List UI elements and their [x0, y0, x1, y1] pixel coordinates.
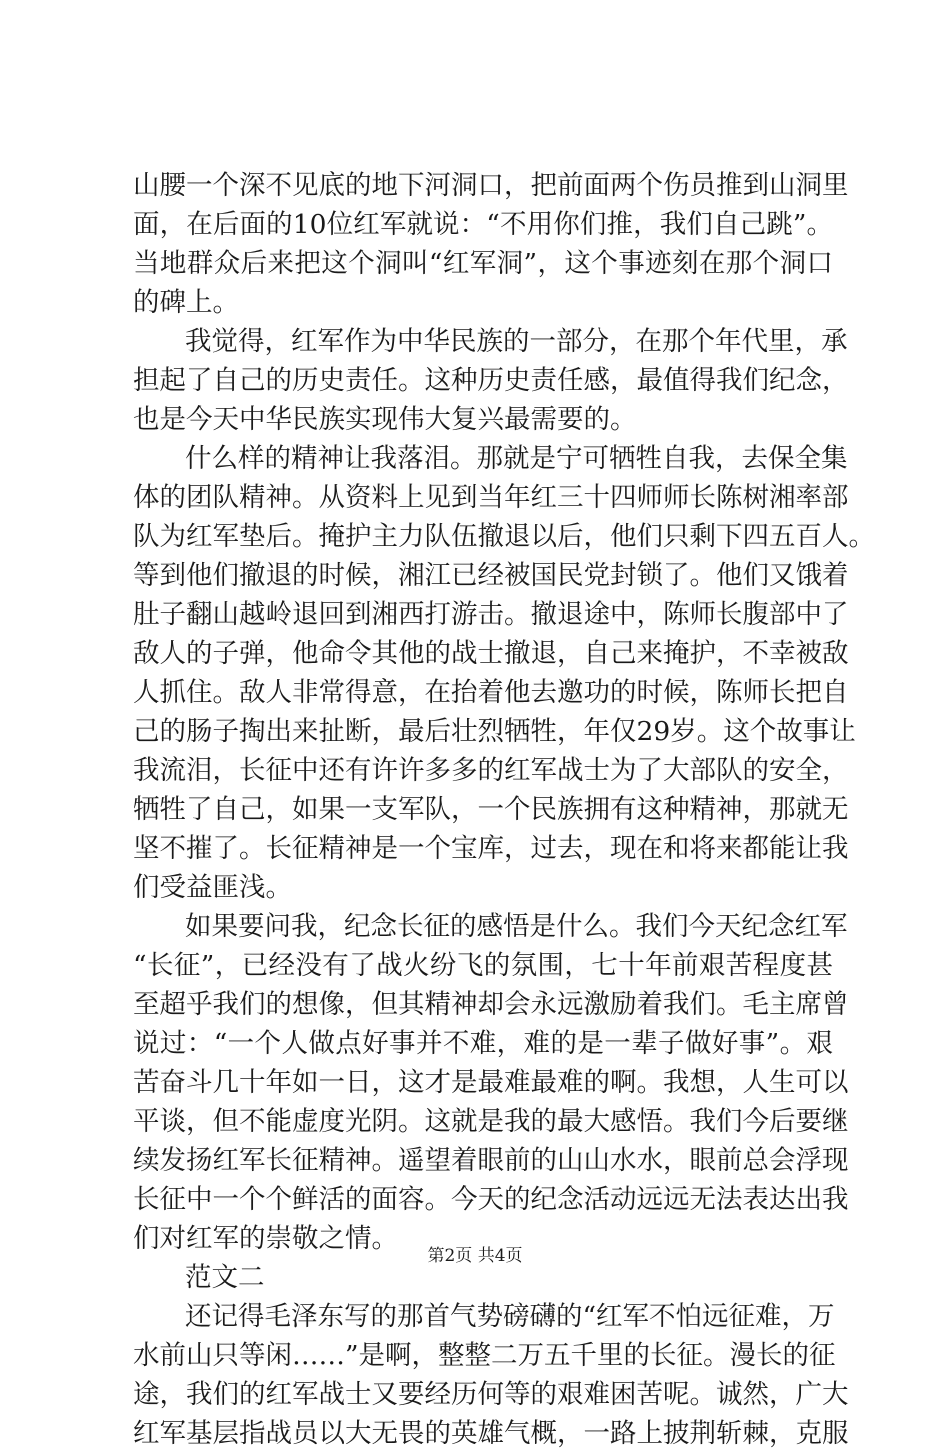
text-line: 担起了自己的历史责任。这种历史责任感，最值得我们纪念，	[133, 365, 849, 396]
text-line: 队为红军垫后。掩护主力队伍撤退以后，他们只剩下四五百人。	[133, 521, 875, 552]
text-line: 人抓住。敌人非常得意，在抬着他去邀功的时候，陈师长把自	[133, 677, 849, 708]
page-footer	[0, 1244, 950, 1268]
text-line: 我觉得，红军作为中华民族的一部分，在那个年代里，承	[185, 326, 848, 357]
text-line: 肚子翻山越岭退回到湘西打游击。撤退途中，陈师长腹部中了	[133, 599, 849, 630]
text-line: 至超乎我们的想像，但其精神却会永远激励着我们。毛主席曾	[133, 989, 849, 1020]
text-line: 也是今天中华民族实现伟大复兴最需要的。	[133, 404, 637, 435]
text-line: 山腰一个深不见底的地下河洞口，把前面两个伤员推到山洞里	[133, 170, 849, 201]
text-line: 长征中一个个鲜活的面容。今天的纪念活动远远无法表达出我	[133, 1184, 849, 1215]
text-line: 等到他们撤退的时候，湘江已经被国民党封锁了。他们又饿着	[133, 560, 849, 591]
text-line: 坚不摧了。长征精神是一个宝库，过去，现在和将来都能让我	[133, 833, 849, 864]
text-line: 己的肠子掏出来扯断，最后壮烈牺牲，年仅29岁。这个故事让	[133, 716, 856, 747]
text-line: 途，我们的红军战士又要经历何等的艰难困苦呢。诚然，广大	[133, 1379, 849, 1410]
text-line: 苦奋斗几十年如一日，这才是最难最难的啊。我想，人生可以	[133, 1067, 849, 1098]
text-line: 当地群众后来把这个洞叫“红军洞”，这个事迹刻在那个洞口	[133, 248, 833, 279]
text-line: 说过：“一个人做点好事并不难，难的是一辈子做好事”。艰	[133, 1028, 833, 1059]
section-heading: 范文二	[185, 1262, 265, 1293]
text-line: 续发扬红军长征精神。遥望着眼前的山山水水，眼前总会浮现	[133, 1145, 849, 1176]
text-line: 还记得毛泽东写的那首气势磅礴的“红军不怕远征难，万	[185, 1301, 835, 1332]
text-line: 什么样的精神让我落泪。那就是宁可牺牲自我，去保全集	[185, 443, 848, 474]
text-line: “长征”，已经没有了战火纷飞的氛围，七十年前艰苦程度甚	[133, 950, 833, 981]
text-line: 我流泪，长征中还有许许多多的红军战士为了大部队的安全，	[133, 755, 849, 786]
text-line: 敌人的子弹，他命令其他的战士撤退，自己来掩护，不幸被敌	[133, 638, 849, 669]
text-line: 水前山只等闲……”是啊，整整二万五千里的长征。漫长的征	[133, 1340, 836, 1371]
text-line: 们受益匪浅。	[133, 872, 292, 903]
text-line: 如果要问我，纪念长征的感悟是什么。我们今天纪念红军	[185, 911, 848, 942]
text-line: 们对红军的崇敬之情。	[133, 1223, 398, 1254]
text-line: 平谈，但不能虚度光阴。这就是我的最大感悟。我们今后要继	[133, 1106, 849, 1137]
page-number: 第2页 共4页	[427, 1246, 523, 1266]
text-line: 体的团队精神。从资料上见到当年红三十四师师长陈树湘率部	[133, 482, 849, 513]
text-line: 的碑上。	[133, 287, 239, 318]
text-line: 牺牲了自己，如果一支军队，一个民族拥有这种精神，那就无	[133, 794, 849, 825]
text-line: 面，在后面的10位红军就说：“不用你们推，我们自己跳”。	[133, 209, 833, 240]
text-line: 红军基层指战员以大无畏的英雄气概，一路上披荆斩棘，克服	[133, 1418, 849, 1449]
